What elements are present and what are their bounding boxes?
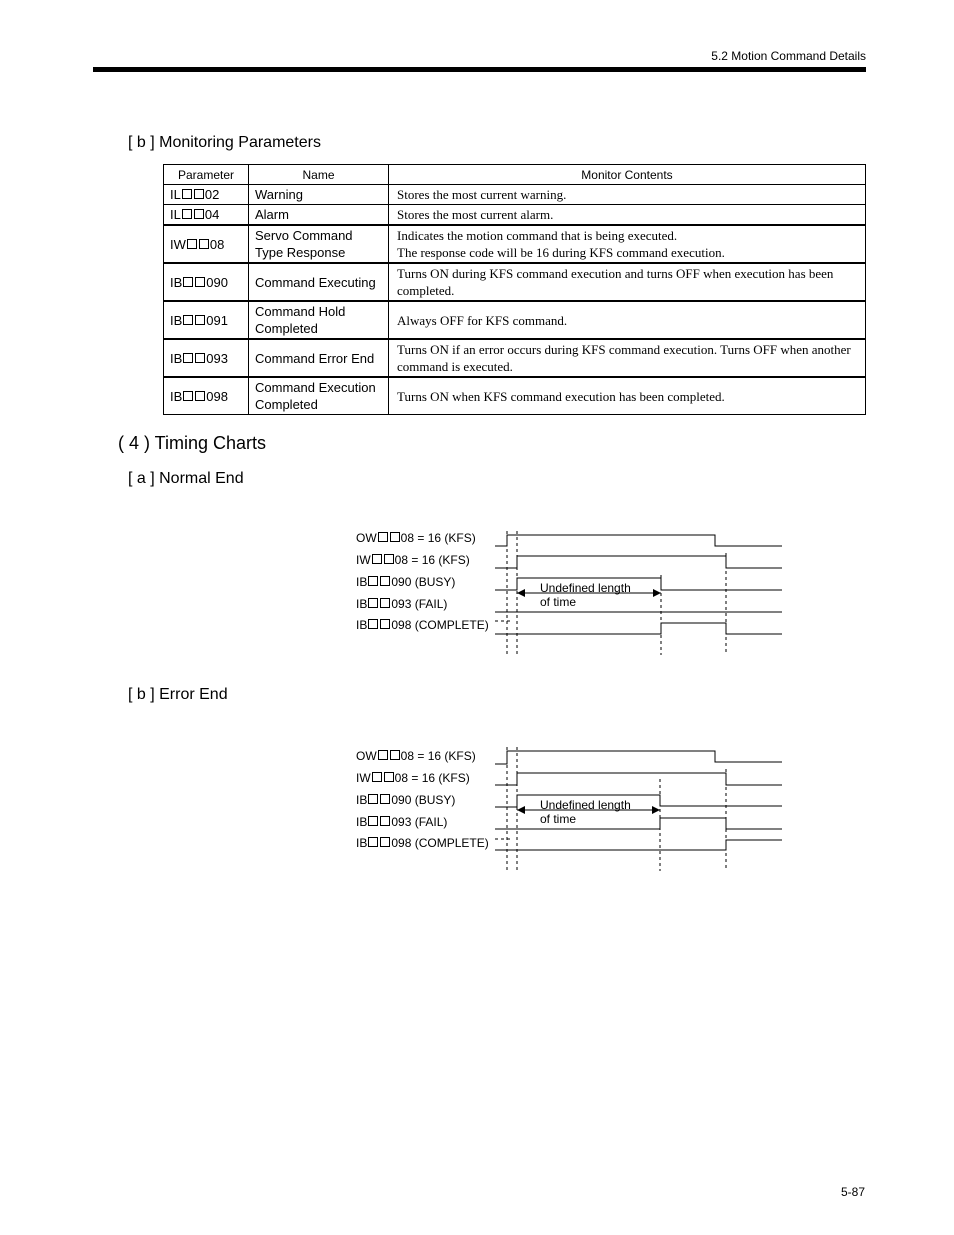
name-cell (249, 225, 389, 263)
param-cell (164, 185, 249, 205)
placeholder-box-icon (368, 576, 378, 586)
param-prefix: IB (170, 350, 183, 366)
contents-cell: Turns ON if an error occurs during KFS command execution. Turns OFF when another command is executed. (389, 339, 866, 377)
signal-suffix: 08 = 16 (KFS) (400, 749, 476, 763)
contents-cell: Always OFF for KFS command. (389, 301, 866, 339)
signal-label (356, 531, 476, 545)
contents-cell: Stores the most current alarm. (389, 205, 866, 226)
placeholder-box-icon (194, 189, 204, 199)
arrow-right-icon (652, 806, 660, 814)
placeholder-box-icon (390, 750, 400, 760)
placeholder-box-icon (195, 353, 205, 363)
signal-suffix: 090 (BUSY) (391, 793, 456, 807)
param-cell (164, 377, 249, 415)
param-suffix: 091 (206, 312, 228, 328)
arrow-right-icon (653, 589, 661, 597)
placeholder-box-icon (368, 816, 378, 826)
signal-suffix: 093 (FAIL) (391, 815, 448, 829)
placeholder-box-icon (183, 315, 193, 325)
signal-prefix: IB (356, 815, 368, 829)
table-row (164, 301, 866, 339)
signal-suffix: 08 = 16 (KFS) (394, 771, 470, 785)
name-line: Command Hold (255, 304, 346, 319)
name-cell: Command Executing (249, 263, 389, 301)
signal-prefix: OW (356, 531, 377, 545)
signal-prefix: IB (356, 597, 368, 611)
placeholder-box-icon (372, 772, 382, 782)
signal-label (356, 836, 489, 850)
note-line: Undefined length (540, 798, 631, 812)
signal-prefix: IB (356, 575, 368, 589)
placeholder-box-icon (380, 794, 390, 804)
signal-suffix: 098 (COMPLETE) (391, 618, 489, 632)
monitoring-parameters-table (163, 164, 866, 415)
param-cell (164, 301, 249, 339)
placeholder-box-icon (368, 794, 378, 804)
name-line: Completed (255, 397, 318, 412)
arrow-left-icon (517, 589, 525, 597)
contents-cell: Turns ON during KFS command execution and turns OFF when execution has been completed. (389, 263, 866, 301)
placeholder-box-icon (199, 239, 209, 249)
placeholder-box-icon (378, 532, 388, 542)
placeholder-box-icon (183, 391, 193, 401)
ow08-waveform (495, 535, 782, 546)
header-rule (93, 67, 866, 72)
placeholder-box-icon (194, 209, 204, 219)
busy-waveform (495, 578, 782, 590)
name-line: Command Execution (255, 380, 376, 395)
placeholder-box-icon (372, 554, 382, 564)
placeholder-box-icon (380, 576, 390, 586)
busy-waveform (495, 795, 782, 807)
iw08-waveform (495, 773, 782, 785)
column-header-name: Name (249, 165, 389, 185)
param-cell (164, 339, 249, 377)
table-row (164, 185, 866, 205)
table-header-row (164, 165, 866, 185)
signal-suffix: 098 (COMPLETE) (391, 836, 489, 850)
undefined-length-note (540, 798, 631, 826)
signal-suffix: 08 = 16 (KFS) (394, 553, 470, 567)
complete-waveform (495, 623, 782, 634)
placeholder-box-icon (384, 772, 394, 782)
placeholder-box-icon (195, 391, 205, 401)
contents-cell: Turns ON when KFS command execution has been completed. (389, 377, 866, 415)
placeholder-box-icon (368, 837, 378, 847)
signal-prefix: OW (356, 749, 377, 763)
signal-prefix: IW (356, 553, 371, 567)
name-cell: Warning (249, 185, 389, 205)
param-prefix: IB (170, 388, 183, 404)
signal-prefix: IW (356, 771, 371, 785)
signal-suffix: 093 (FAIL) (391, 597, 448, 611)
page-header-section: 5.2 Motion Command Details (711, 49, 866, 63)
placeholder-box-icon (380, 619, 390, 629)
contents-cell: Stores the most current warning. (389, 185, 866, 205)
param-suffix: 08 (209, 236, 225, 252)
table-row (164, 263, 866, 301)
param-cell (164, 263, 249, 301)
monitoring-heading: [ b ] Monitoring Parameters (128, 134, 321, 151)
table-row (164, 225, 866, 263)
signal-suffix: 090 (BUSY) (391, 575, 456, 589)
timing-charts-heading: ( 4 ) Timing Charts (118, 433, 267, 453)
name-cell: Command Error End (249, 339, 389, 377)
contents-cell (389, 225, 866, 263)
signal-label (356, 793, 455, 807)
note-line: Undefined length (540, 581, 631, 595)
ow08-waveform (495, 751, 782, 764)
param-suffix: 093 (206, 350, 228, 366)
placeholder-box-icon (368, 619, 378, 629)
param-prefix: IW (170, 236, 186, 252)
name-line: Completed (255, 321, 318, 336)
placeholder-box-icon (183, 277, 193, 287)
signal-label (356, 597, 447, 611)
error-end-timing-chart (350, 745, 790, 885)
note-line: of time (540, 812, 577, 826)
placeholder-box-icon (380, 598, 390, 608)
signal-label (356, 815, 447, 829)
undefined-length-note (540, 581, 631, 609)
name-line: Type Response (255, 245, 346, 260)
fail-waveform (495, 818, 782, 829)
placeholder-box-icon (390, 532, 400, 542)
placeholder-box-icon (378, 750, 388, 760)
contents-line: The response code will be 16 during KFS command execution. (397, 245, 725, 260)
signal-label (356, 553, 470, 567)
param-cell (164, 205, 249, 226)
table-row (164, 339, 866, 377)
placeholder-box-icon (195, 315, 205, 325)
column-header-monitor-contents: Monitor Contents (389, 165, 866, 185)
signal-label (356, 618, 489, 632)
param-suffix: 02 (204, 187, 220, 202)
table-row (164, 377, 866, 415)
name-cell (249, 377, 389, 415)
contents-line: Indicates the motion command that is being executed. (397, 228, 678, 243)
placeholder-box-icon (368, 598, 378, 608)
signal-prefix: IB (356, 793, 368, 807)
param-cell (164, 225, 249, 263)
signal-label (356, 575, 455, 589)
param-suffix: 098 (206, 388, 228, 404)
note-line: of time (540, 595, 577, 609)
page-number: 5-87 (840, 1185, 865, 1199)
param-prefix: IB (170, 312, 183, 328)
name-cell (249, 301, 389, 339)
placeholder-box-icon (195, 277, 205, 287)
signal-label (356, 749, 476, 763)
signal-prefix: IB (356, 836, 368, 850)
arrow-left-icon (517, 806, 525, 814)
param-prefix: IL (170, 187, 181, 202)
placeholder-box-icon (183, 353, 193, 363)
signal-label (356, 771, 470, 785)
placeholder-box-icon (182, 209, 192, 219)
param-suffix: 04 (204, 207, 220, 222)
name-line: Servo Command (255, 228, 353, 243)
name-cell: Alarm (249, 205, 389, 226)
placeholder-box-icon (380, 837, 390, 847)
iw08-waveform (495, 556, 782, 568)
placeholder-box-icon (187, 239, 197, 249)
signal-suffix: 08 = 16 (KFS) (400, 531, 476, 545)
placeholder-box-icon (384, 554, 394, 564)
normal-end-heading: [ a ] Normal End (128, 470, 244, 487)
normal-end-timing-chart (350, 527, 790, 667)
complete-waveform (495, 840, 782, 850)
param-prefix: IB (170, 274, 183, 290)
column-header-parameter: Parameter (164, 165, 249, 185)
placeholder-box-icon (380, 816, 390, 826)
error-end-heading: [ b ] Error End (128, 686, 228, 703)
param-suffix: 090 (206, 274, 228, 290)
param-prefix: IL (170, 207, 181, 222)
placeholder-box-icon (182, 189, 192, 199)
table-row (164, 205, 866, 226)
signal-prefix: IB (356, 618, 368, 632)
